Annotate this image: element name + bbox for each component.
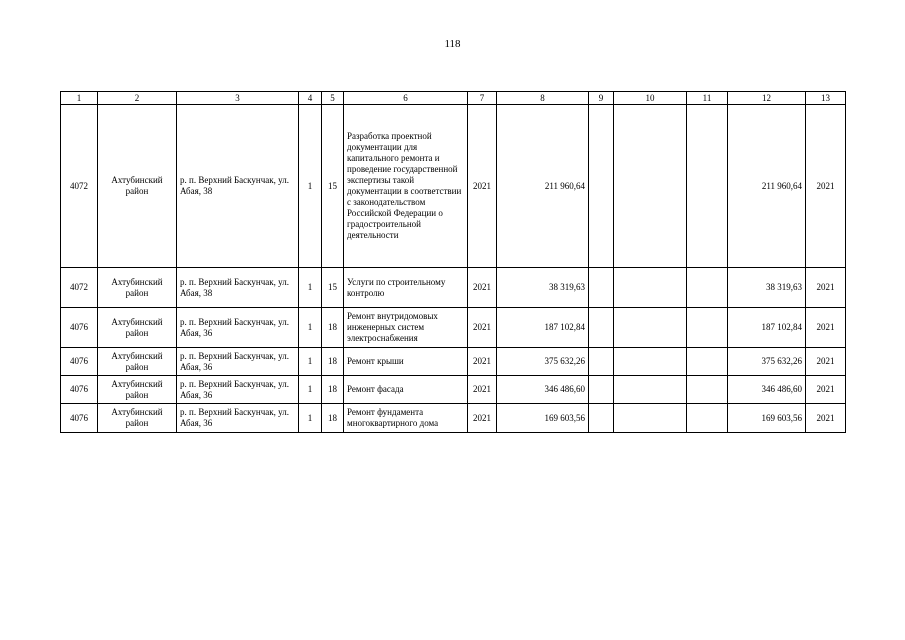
col11-cell xyxy=(687,268,728,308)
header-cell: 12 xyxy=(728,92,806,105)
header-cell: 5 xyxy=(322,92,344,105)
table-row xyxy=(61,348,846,376)
year-cell: 2021 xyxy=(468,376,497,404)
district-cell: Ахтубинский район xyxy=(98,348,177,376)
district-cell: Ахтубинский район xyxy=(98,376,177,404)
header-cell: 4 xyxy=(299,92,322,105)
col11-cell xyxy=(687,105,728,268)
col9-cell xyxy=(589,308,614,348)
col5-cell: 18 xyxy=(322,308,344,348)
header-cell: 2 xyxy=(98,92,177,105)
amount-cell: 346 486,60 xyxy=(497,376,589,404)
district-cell: Ахтубинский район xyxy=(98,404,177,433)
table-header xyxy=(61,92,846,105)
header-cell: 8 xyxy=(497,92,589,105)
object-code-cell: 4072 xyxy=(61,268,98,308)
col9-cell xyxy=(589,376,614,404)
program-table xyxy=(60,91,846,433)
table-row xyxy=(61,105,846,268)
address-cell: р. п. Верхний Баскунчак, ул. Абая, 38 xyxy=(177,268,299,308)
year-cell: 2021 xyxy=(468,404,497,433)
district-cell: Ахтубинский район xyxy=(98,308,177,348)
col4-cell: 1 xyxy=(299,376,322,404)
col10-cell xyxy=(614,376,687,404)
amount12-cell: 169 603,56 xyxy=(728,404,806,433)
header-cell: 10 xyxy=(614,92,687,105)
object-code-cell: 4072 xyxy=(61,105,98,268)
object-code-cell: 4076 xyxy=(61,308,98,348)
work-type-cell: Ремонт фундамента многоквартирного дома xyxy=(344,404,468,433)
year-cell: 2021 xyxy=(468,105,497,268)
amount-cell: 211 960,64 xyxy=(497,105,589,268)
table-row xyxy=(61,268,846,308)
col5-cell: 18 xyxy=(322,376,344,404)
col11-cell xyxy=(687,348,728,376)
col10-cell xyxy=(614,268,687,308)
address-cell: р. п. Верхний Баскунчак, ул. Абая, 36 xyxy=(177,404,299,433)
amount-cell: 38 319,63 xyxy=(497,268,589,308)
header-cell: 9 xyxy=(589,92,614,105)
header-cell: 1 xyxy=(61,92,98,105)
col5-cell: 15 xyxy=(322,105,344,268)
amount-cell: 375 632,26 xyxy=(497,348,589,376)
address-cell: р. п. Верхний Баскунчак, ул. Абая, 36 xyxy=(177,308,299,348)
district-cell: Ахтубинский район xyxy=(98,268,177,308)
col9-cell xyxy=(589,105,614,268)
col11-cell xyxy=(687,376,728,404)
col9-cell xyxy=(589,348,614,376)
col5-cell: 18 xyxy=(322,404,344,433)
work-type-cell: Разработка проектной документации для капитального ремонта и проведение государственной экспертизы такой документации в соответствии с законодательством Российской Федерации о градостроительной деятельности xyxy=(344,105,468,268)
header-cell: 3 xyxy=(177,92,299,105)
header-cell: 11 xyxy=(687,92,728,105)
col9-cell xyxy=(589,268,614,308)
table-body xyxy=(61,105,846,433)
amount12-cell: 375 632,26 xyxy=(728,348,806,376)
col10-cell xyxy=(614,308,687,348)
work-type-cell: Услуги по строительному контролю xyxy=(344,268,468,308)
amount12-cell: 211 960,64 xyxy=(728,105,806,268)
col4-cell: 1 xyxy=(299,105,322,268)
amount12-cell: 346 486,60 xyxy=(728,376,806,404)
work-type-cell: Ремонт внутридомовых инженерных систем электроснабжения xyxy=(344,308,468,348)
col4-cell: 1 xyxy=(299,348,322,376)
year13-cell: 2021 xyxy=(806,404,846,433)
col11-cell xyxy=(687,308,728,348)
address-cell: р. п. Верхний Баскунчак, ул. Абая, 36 xyxy=(177,348,299,376)
col4-cell: 1 xyxy=(299,268,322,308)
table-row xyxy=(61,308,846,348)
col4-cell: 1 xyxy=(299,404,322,433)
amount-cell: 169 603,56 xyxy=(497,404,589,433)
header-cell: 13 xyxy=(806,92,846,105)
district-cell: Ахтубинский район xyxy=(98,105,177,268)
year-cell: 2021 xyxy=(468,308,497,348)
header-cell: 6 xyxy=(344,92,468,105)
object-code-cell: 4076 xyxy=(61,404,98,433)
col10-cell xyxy=(614,105,687,268)
object-code-cell: 4076 xyxy=(61,376,98,404)
col5-cell: 15 xyxy=(322,268,344,308)
work-type-cell: Ремонт фасада xyxy=(344,376,468,404)
header-cell: 7 xyxy=(468,92,497,105)
page-number: 118 xyxy=(444,38,461,50)
object-code-cell: 4076 xyxy=(61,348,98,376)
amount12-cell: 38 319,63 xyxy=(728,268,806,308)
address-cell: р. п. Верхний Баскунчак, ул. Абая, 38 xyxy=(177,105,299,268)
year-cell: 2021 xyxy=(468,348,497,376)
col10-cell xyxy=(614,404,687,433)
year-cell: 2021 xyxy=(468,268,497,308)
work-type-cell: Ремонт крыши xyxy=(344,348,468,376)
address-cell: р. п. Верхний Баскунчак, ул. Абая, 36 xyxy=(177,376,299,404)
col4-cell: 1 xyxy=(299,308,322,348)
table-row xyxy=(61,376,846,404)
col5-cell: 18 xyxy=(322,348,344,376)
amount12-cell: 187 102,84 xyxy=(728,308,806,348)
col11-cell xyxy=(687,404,728,433)
year13-cell: 2021 xyxy=(806,105,846,268)
year13-cell: 2021 xyxy=(806,376,846,404)
year13-cell: 2021 xyxy=(806,348,846,376)
table-row xyxy=(61,404,846,433)
year13-cell: 2021 xyxy=(806,308,846,348)
year13-cell: 2021 xyxy=(806,268,846,308)
col10-cell xyxy=(614,348,687,376)
header-row xyxy=(61,92,846,105)
amount-cell: 187 102,84 xyxy=(497,308,589,348)
col9-cell xyxy=(589,404,614,433)
